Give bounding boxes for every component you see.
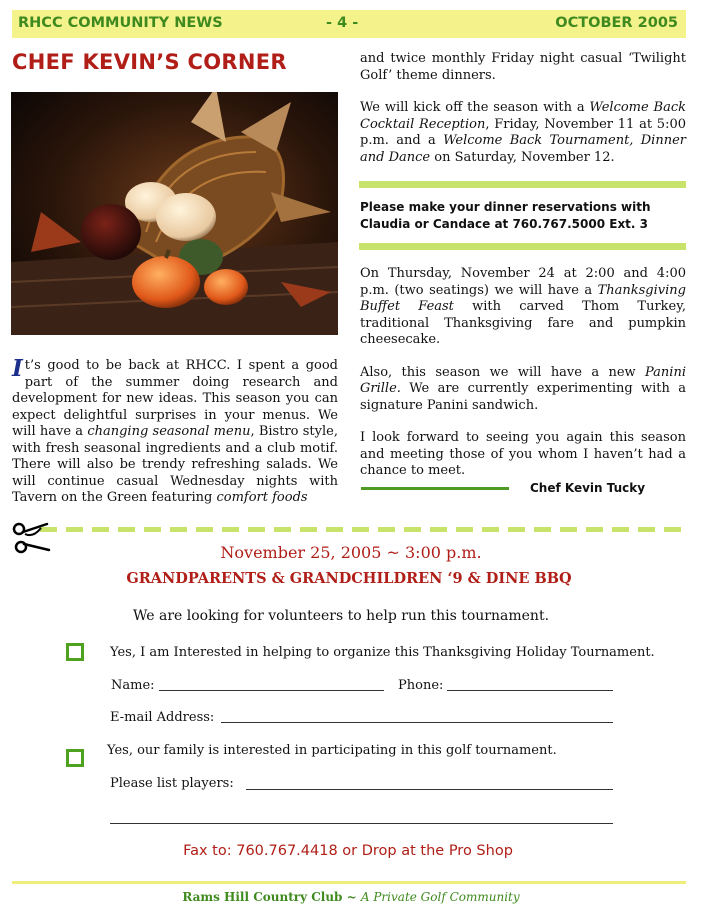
drop-cap: I [12,355,23,382]
players-field[interactable] [246,789,613,790]
newsletter-name: RHCC COMMUNITY NEWS [18,15,223,31]
signature-line [361,487,509,490]
name-field[interactable] [159,690,384,691]
fax-instructions: Fax to: 760.767.4418 or Drop at the Pro Shop [183,843,513,859]
email-field[interactable] [221,722,613,723]
email-label: E-mail Address: [110,710,215,725]
participate-option-label: Yes, our family is interested in participating in this golf tournament. [107,743,557,758]
article-column-left [12,355,338,523]
divider-bar [359,181,686,188]
club-tagline: A Private Golf Community [360,890,520,904]
header-bar [12,10,686,38]
volunteer-checkbox[interactable] [66,643,84,661]
participate-checkbox[interactable] [66,749,84,767]
volunteer-option-label: Yes, I am Interested in helping to organize this Thanksgiving Holiday Tournament. [110,645,655,660]
footer: Rams Hill Country Club ~ A Private Golf Community [182,890,520,904]
closing-paragraph: I look forward to seeing you again this season and meeting those of you whom I haven’t had a chance to meet. [360,430,686,478]
article-title: CHEF KEVIN’S CORNER [12,50,287,74]
players-label: Please list players: [110,776,234,791]
article-column-right-lower [360,266,686,496]
footer-bar [12,881,686,884]
phone-field[interactable] [447,690,613,691]
cut-line [40,527,690,532]
season-kickoff-paragraph: We will kick off the season with a Welcome Back Cocktail Reception, Friday, November 11 at 5:00 p.m. and a Welcome Back Tournament, Dinner and Dance on Saturday, November 12. [360,100,686,165]
name-label: Name: [111,678,155,693]
thanksgiving-cornucopia-photo [11,92,338,335]
volunteer-intro: We are looking for volunteers to help run this tournament. [133,608,550,624]
players-field-line-2[interactable] [110,823,613,824]
phone-label: Phone: [398,678,444,693]
thanksgiving-paragraph: On Thursday, November 24 at 2:00 and 4:00 p.m. (two seatings) we will have a Thanksgiving Buffet Feast with carved Thom Turkey, traditional Thanksgiving fare and pumpkin cheesecake. [360,266,687,347]
club-name: Rams Hill Country Club [182,890,343,904]
divider-bar [359,243,686,250]
reservation-note: Please make your dinner reservations with Claudia or Candace at 760.767.5000 Ext. 3 [360,200,651,231]
page-number: - 4 - [326,15,359,31]
issue-date: OCTOBER 2005 [555,15,678,31]
event-title: GRANDPARENTS & GRANDCHILDREN ‘9 & DINE BBQ [126,570,572,587]
article-column-right [360,51,686,182]
intro-paragraph: It’s good to be back at RHCC. I spent a good part of the summer doing research and development for new ideas. This season you can expect delightful surprises in your menus. We will have a changing seasonal menu, Bistro style, with fresh seasonal ingredients and a club motif. There will also be trendy refreshing salads. We will continue casual Wednesday nights with Tavern on the Green featuring comfort foods [12,355,338,505]
signature: Chef Kevin Tucky [530,481,646,495]
panini-paragraph: Also, this season we will have a new Panini Grille. We are currently experimenting with a signature Panini sandwich. [360,364,686,413]
intro-paragraph-continued: and twice monthly Friday night casual ‘Twilight Golf’ theme dinners. [360,51,686,83]
event-date: November 25, 2005 ~ 3:00 p.m. [220,543,482,562]
